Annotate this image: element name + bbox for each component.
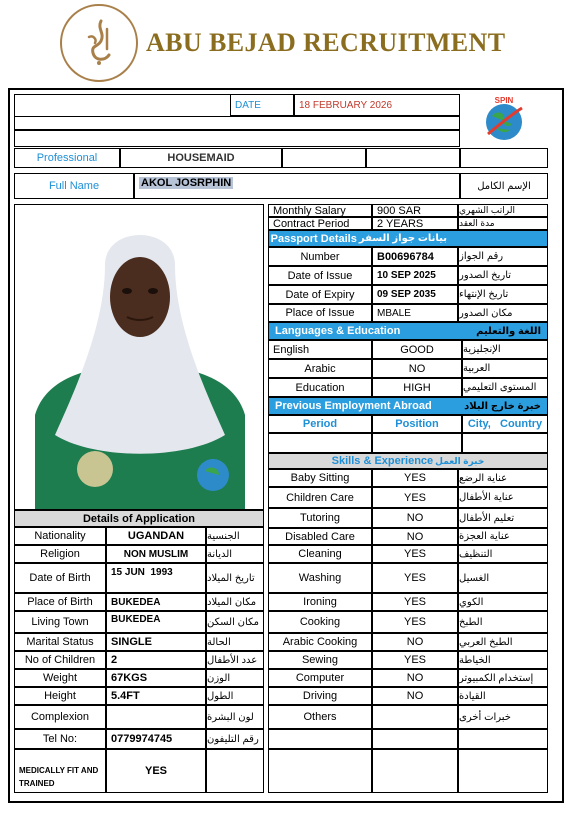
app-arabic: الطول bbox=[206, 687, 264, 705]
languages-title: Languages & Education bbox=[275, 325, 401, 337]
skill-value bbox=[372, 705, 458, 729]
medical-value: YES bbox=[106, 749, 206, 793]
languages-section-header bbox=[268, 322, 548, 340]
skill-arabic: الخياطة bbox=[458, 651, 548, 669]
skill-label: Driving bbox=[268, 687, 372, 705]
date-of-issue-value: 10 SEP 2025 bbox=[372, 266, 458, 285]
education-arabic: المستوى التعليمي bbox=[462, 378, 548, 397]
skill-value: NO bbox=[372, 508, 458, 528]
employment-col-period: Period bbox=[268, 415, 372, 433]
skill-empty-cell bbox=[372, 749, 458, 793]
app-value: 0779974745 bbox=[106, 729, 206, 749]
skill-arabic: تعليم الأطفال bbox=[458, 508, 548, 528]
skill-label: Arabic Cooking bbox=[268, 633, 372, 651]
app-arabic: الحالة bbox=[206, 633, 264, 651]
skill-arabic: الطبخ bbox=[458, 611, 548, 633]
education-value: HIGH bbox=[372, 378, 462, 397]
date-of-issue-arabic: تاريخ الصدور bbox=[458, 266, 548, 285]
passport-number-label: Number bbox=[268, 247, 372, 266]
professional-label: Professional bbox=[14, 148, 120, 168]
skill-label: Cleaning bbox=[268, 545, 372, 563]
education-label: Education bbox=[268, 378, 372, 397]
candidate-photo bbox=[14, 204, 264, 510]
skill-value: NO bbox=[372, 687, 458, 705]
skills-title: Skills & Experience bbox=[331, 455, 434, 467]
languages-title-arabic: اللغة والتعليم bbox=[476, 325, 541, 337]
app-value: 2 bbox=[106, 651, 206, 669]
arabic-value: NO bbox=[372, 359, 462, 378]
full-name-value: AKOL JOSRPHIN bbox=[141, 177, 232, 189]
monthly-salary-label: Monthly Salary bbox=[268, 204, 372, 217]
app-arabic: مكان الميلاد bbox=[206, 593, 264, 611]
skill-empty-cell bbox=[458, 729, 548, 749]
employment-empty-cell bbox=[372, 433, 462, 453]
skill-value: YES bbox=[372, 651, 458, 669]
profession-value: HOUSEMAID bbox=[120, 148, 282, 168]
app-arabic: الديانة bbox=[206, 545, 264, 563]
monthly-salary-value: 900 SAR bbox=[372, 204, 458, 217]
english-arabic: الإنجليزية bbox=[462, 340, 548, 359]
skill-arabic: إستخدام الكمبيوتر bbox=[458, 669, 548, 687]
place-of-issue-label: Place of Issue bbox=[268, 304, 372, 322]
app-label: Tel No: bbox=[14, 729, 106, 749]
contract-period-arabic: مدة العقد bbox=[458, 217, 548, 230]
place-of-issue-value: MBALE bbox=[372, 304, 458, 322]
company-name: ABU BEJAD RECRUITMENT bbox=[146, 28, 506, 57]
app-label: Nationality bbox=[14, 527, 106, 545]
skill-value: YES bbox=[372, 487, 458, 508]
skill-arabic: الطبخ العربي bbox=[458, 633, 548, 651]
skill-arabic: الغسيل bbox=[458, 563, 548, 593]
employment-empty-cell bbox=[462, 433, 548, 453]
page-header bbox=[0, 0, 572, 88]
skill-label: Tutoring bbox=[268, 508, 372, 528]
app-arabic: الجنسية bbox=[206, 527, 264, 545]
app-label: Place of Birth bbox=[14, 593, 106, 611]
skill-value: YES bbox=[372, 469, 458, 487]
app-arabic: لون البشرة bbox=[206, 705, 264, 729]
skill-label: Children Care bbox=[268, 487, 372, 508]
place-of-issue-arabic: مكان الصدور bbox=[458, 304, 548, 322]
date-of-expiry-value: 09 SEP 2035 bbox=[372, 285, 458, 304]
app-value: NON MUSLIM bbox=[106, 545, 206, 563]
skill-empty-cell bbox=[372, 729, 458, 749]
employment-title: Previous Employment Abroad bbox=[275, 400, 432, 412]
skill-arabic: القيادة bbox=[458, 687, 548, 705]
full-name-label: Full Name bbox=[14, 173, 134, 199]
date-of-expiry-label: Date of Expiry bbox=[268, 285, 372, 304]
app-arabic: مكان السكن bbox=[206, 611, 264, 633]
date-of-expiry-arabic: تاريخ الإنتهاء bbox=[458, 285, 548, 304]
employment-col-city-country: City, Country bbox=[462, 415, 548, 433]
company-logo bbox=[60, 4, 138, 82]
skill-value: NO bbox=[372, 528, 458, 545]
spin-globe-icon bbox=[460, 94, 548, 146]
date-of-issue-label: Date of Issue bbox=[268, 266, 372, 285]
date-value: 18 FEBRUARY 2026 bbox=[294, 94, 460, 116]
blank-row bbox=[14, 130, 460, 147]
app-label: Height bbox=[14, 687, 106, 705]
app-arabic: رقم التليفون bbox=[206, 729, 264, 749]
skill-arabic: الكوي bbox=[458, 593, 548, 611]
blank-cell bbox=[460, 148, 548, 168]
skills-section-header bbox=[268, 453, 548, 469]
app-label: Complexion bbox=[14, 705, 106, 729]
app-value: BUKEDEA bbox=[106, 593, 206, 611]
blank-cell bbox=[366, 148, 460, 168]
date-label: DATE bbox=[230, 94, 294, 116]
skill-arabic: التنظيف bbox=[458, 545, 548, 563]
app-label: Religion bbox=[14, 545, 106, 563]
medical-label: MEDICALLY FIT AND TRAINED bbox=[14, 749, 106, 793]
app-value: BUKEDEA bbox=[106, 611, 206, 633]
app-label: Marital Status bbox=[14, 633, 106, 651]
app-value: 67KGS bbox=[106, 669, 206, 687]
skill-empty-cell bbox=[268, 729, 372, 749]
blank-cell bbox=[14, 94, 230, 116]
monthly-salary-arabic: الراتب الشهري bbox=[458, 204, 548, 217]
skill-arabic: خبرات أخرى bbox=[458, 705, 548, 729]
skill-value: NO bbox=[372, 669, 458, 687]
passport-title: Passport Details bbox=[270, 232, 357, 245]
skill-label: Sewing bbox=[268, 651, 372, 669]
passport-title-arabic: بيانات جواز السفر bbox=[358, 233, 447, 244]
employment-empty-cell bbox=[268, 433, 372, 453]
skill-label: Baby Sitting bbox=[268, 469, 372, 487]
skill-arabic: عناية العجزة bbox=[458, 528, 548, 545]
calligraphy-logo-icon bbox=[71, 15, 127, 71]
spin-logo bbox=[460, 94, 548, 146]
contract-period-label: Contract Period bbox=[268, 217, 372, 230]
employment-col-position: Position bbox=[372, 415, 462, 433]
skill-value: NO bbox=[372, 633, 458, 651]
full-name-cell bbox=[134, 173, 460, 199]
app-label: Living Town bbox=[14, 611, 106, 633]
skill-value: YES bbox=[372, 611, 458, 633]
arabic-label: Arabic bbox=[268, 359, 372, 378]
english-value: GOOD bbox=[372, 340, 462, 359]
full-name-arabic: الإسم الكامل bbox=[460, 173, 548, 199]
employment-title-arabic: خبرة خارج البلاد bbox=[464, 400, 541, 412]
skill-label: Others bbox=[268, 705, 372, 729]
skill-arabic: عناية الرضع bbox=[458, 469, 548, 487]
skill-label: Disabled Care bbox=[268, 528, 372, 545]
skill-label: Computer bbox=[268, 669, 372, 687]
app-label: No of Children bbox=[14, 651, 106, 669]
app-value bbox=[106, 705, 206, 729]
skill-arabic: عناية الأطفال bbox=[458, 487, 548, 508]
app-value: 15 JUN 1993 bbox=[106, 563, 206, 593]
blank-row bbox=[14, 116, 460, 130]
blank-cell bbox=[206, 749, 264, 793]
skill-label: Washing bbox=[268, 563, 372, 593]
spin-logo-text: SPIN bbox=[494, 96, 514, 105]
app-arabic: الوزن bbox=[206, 669, 264, 687]
skill-value: YES bbox=[372, 593, 458, 611]
app-value: UGANDAN bbox=[106, 527, 206, 545]
app-value: 5.4FT bbox=[106, 687, 206, 705]
app-arabic: عدد الأطفال bbox=[206, 651, 264, 669]
app-label: Date of Birth bbox=[14, 563, 106, 593]
app-label: Weight bbox=[14, 669, 106, 687]
skill-label: Ironing bbox=[268, 593, 372, 611]
skills-title-arabic: خبرة العمل bbox=[435, 455, 485, 466]
contract-period-value: 2 YEARS bbox=[372, 217, 458, 230]
skill-label: Cooking bbox=[268, 611, 372, 633]
skill-value: YES bbox=[372, 563, 458, 593]
blank-cell bbox=[282, 148, 366, 168]
english-label: English bbox=[268, 340, 372, 359]
skill-value: YES bbox=[372, 545, 458, 563]
app-value: SINGLE bbox=[106, 633, 206, 651]
passport-section-header bbox=[268, 230, 548, 247]
passport-number-arabic: رقم الجواز bbox=[458, 247, 548, 266]
arabic-arabic: العربية bbox=[462, 359, 548, 378]
skill-empty-cell bbox=[458, 749, 548, 793]
application-section-header: Details of Application bbox=[14, 510, 264, 527]
passport-number-value: B00696784 bbox=[372, 247, 458, 266]
skill-empty-cell bbox=[268, 749, 372, 793]
app-arabic: تاريخ الميلاد bbox=[206, 563, 264, 593]
employment-section-header bbox=[268, 397, 548, 415]
